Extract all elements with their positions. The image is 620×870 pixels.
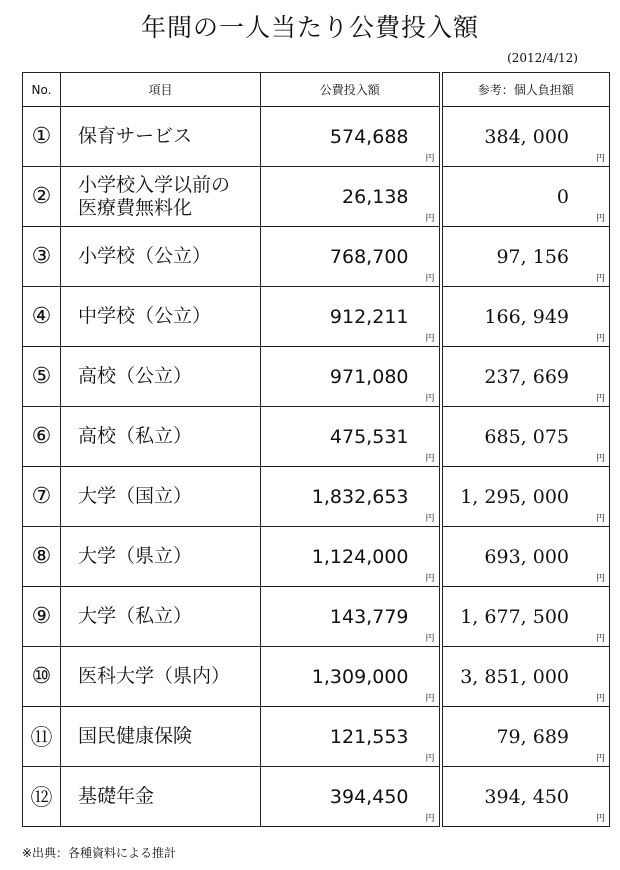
row-amount [261, 287, 441, 347]
table-row [23, 527, 610, 587]
row-amount-unit: 円 [425, 574, 435, 584]
row-reference-unit: 円 [595, 154, 605, 164]
row-item [61, 527, 261, 587]
row-reference-value: 3, 851, 000 [460, 665, 569, 688]
table-row [23, 287, 610, 347]
row-amount-unit: 円 [425, 634, 435, 644]
row-number: ⑪ [23, 707, 61, 767]
row-reference [441, 227, 610, 287]
table-row [23, 107, 610, 167]
row-number: ⑧ [23, 527, 61, 587]
row-number: ③ [23, 227, 61, 287]
row-item-label: 高校（私立） [78, 425, 193, 447]
row-reference [441, 107, 610, 167]
table-row [23, 767, 610, 827]
row-item [61, 707, 261, 767]
row-item [61, 227, 261, 287]
row-amount-value: 1,124,000 [311, 545, 409, 568]
row-amount-value: 768,700 [329, 245, 409, 268]
row-reference-value: 685, 075 [484, 425, 569, 448]
row-number: ② [23, 167, 61, 227]
row-amount [261, 107, 441, 167]
row-amount-value: 143,779 [329, 605, 409, 628]
row-amount-value: 1,832,653 [311, 485, 409, 508]
header-item: 項目 [61, 73, 261, 107]
row-amount-unit: 円 [425, 754, 435, 764]
row-reference-unit: 円 [595, 274, 605, 284]
row-amount [261, 587, 441, 647]
row-amount-unit: 円 [425, 394, 435, 404]
row-amount-unit: 円 [425, 694, 435, 704]
row-reference-value: 384, 000 [484, 125, 569, 148]
row-amount [261, 467, 441, 527]
row-item-label: 大学（私立） [78, 605, 193, 627]
row-item [61, 287, 261, 347]
row-number: ⑨ [23, 587, 61, 647]
row-item-label: 医科大学（県内） [78, 665, 231, 687]
row-item-label: 中学校（公立） [78, 305, 212, 327]
row-amount-unit: 円 [425, 814, 435, 824]
row-item-label: 小学校（公立） [78, 245, 212, 267]
row-reference [441, 467, 610, 527]
row-reference [441, 647, 610, 707]
row-reference-unit: 円 [595, 694, 605, 704]
row-item [61, 587, 261, 647]
row-amount-value: 475,531 [329, 425, 409, 448]
row-reference [441, 407, 610, 467]
row-reference-value: 79, 689 [496, 725, 569, 748]
table-row [23, 167, 610, 227]
row-item-label: 高校（公立） [78, 365, 193, 387]
row-amount [261, 647, 441, 707]
row-amount [261, 407, 441, 467]
row-amount [261, 707, 441, 767]
table-row [23, 707, 610, 767]
table-row [23, 587, 610, 647]
row-reference-value: 693, 000 [484, 545, 569, 568]
row-number: ⑩ [23, 647, 61, 707]
row-item [61, 167, 261, 227]
table-row [23, 227, 610, 287]
row-item [61, 767, 261, 827]
row-number: ⑤ [23, 347, 61, 407]
row-item-label: 基礎年金 [78, 785, 155, 807]
row-amount-value: 26,138 [342, 185, 409, 208]
row-amount-value: 574,688 [329, 125, 409, 148]
date-label: (2012/4/12) [507, 51, 578, 65]
row-amount-value: 121,553 [329, 725, 409, 748]
row-item [61, 407, 261, 467]
row-reference [441, 287, 610, 347]
row-amount-value: 912,211 [329, 305, 409, 328]
row-reference-unit: 円 [595, 514, 605, 524]
row-item [61, 107, 261, 167]
row-number: ⑦ [23, 467, 61, 527]
row-reference [441, 707, 610, 767]
row-amount-unit: 円 [425, 514, 435, 524]
table-row [23, 347, 610, 407]
row-amount-unit: 円 [425, 274, 435, 284]
header-reference: 参考：個人負担額 [441, 73, 610, 107]
page-title: 年間の一人当たり公費投入額 [140, 13, 479, 42]
table-row [23, 467, 610, 527]
row-reference-value: 237, 669 [484, 365, 569, 388]
row-amount-value: 971,080 [329, 365, 409, 388]
row-item-label: 小学校入学以前の 医療費無料化 [78, 173, 231, 219]
table-header-row [23, 73, 610, 107]
row-amount [261, 227, 441, 287]
row-amount [261, 527, 441, 587]
row-amount-unit: 円 [425, 154, 435, 164]
row-number: ⑥ [23, 407, 61, 467]
row-reference-unit: 円 [595, 454, 605, 464]
row-reference [441, 527, 610, 587]
row-amount [261, 767, 441, 827]
row-item-label: 国民健康保険 [78, 725, 193, 747]
table-row [23, 647, 610, 707]
row-reference-unit: 円 [595, 814, 605, 824]
row-amount-unit: 円 [425, 334, 435, 344]
row-number: ① [23, 107, 61, 167]
footnote: ※出典：各種資料による推計 [22, 846, 177, 860]
row-reference-unit: 円 [595, 634, 605, 644]
row-reference-unit: 円 [595, 574, 605, 584]
row-number: ④ [23, 287, 61, 347]
row-item-label: 大学（県立） [78, 545, 193, 567]
table-row [23, 407, 610, 467]
row-amount-value: 394,450 [329, 785, 409, 808]
row-reference-unit: 円 [595, 214, 605, 224]
row-amount-value: 1,309,000 [311, 665, 409, 688]
row-reference-value: 0 [556, 185, 569, 208]
row-item-label: 保育サービス [78, 125, 193, 147]
row-reference-value: 97, 156 [496, 245, 569, 268]
row-reference-unit: 円 [595, 394, 605, 404]
row-reference [441, 347, 610, 407]
header-no: No. [23, 73, 61, 107]
row-reference-unit: 円 [595, 754, 605, 764]
row-amount [261, 347, 441, 407]
row-item [61, 347, 261, 407]
row-item [61, 647, 261, 707]
row-reference-unit: 円 [595, 334, 605, 344]
row-amount [261, 167, 441, 227]
row-item [61, 467, 261, 527]
row-reference [441, 167, 610, 227]
header-amount: 公費投入額 [261, 73, 441, 107]
row-reference [441, 587, 610, 647]
row-reference-value: 1, 677, 500 [460, 605, 569, 628]
row-number: ⑫ [23, 767, 61, 827]
row-amount-unit: 円 [425, 214, 435, 224]
row-amount-unit: 円 [425, 454, 435, 464]
row-reference-value: 394, 450 [484, 785, 569, 808]
row-reference-value: 166, 949 [484, 305, 569, 328]
row-item-label: 大学（国立） [78, 485, 193, 507]
expense-table [22, 72, 610, 827]
row-reference-value: 1, 295, 000 [460, 485, 569, 508]
row-reference [441, 767, 610, 827]
